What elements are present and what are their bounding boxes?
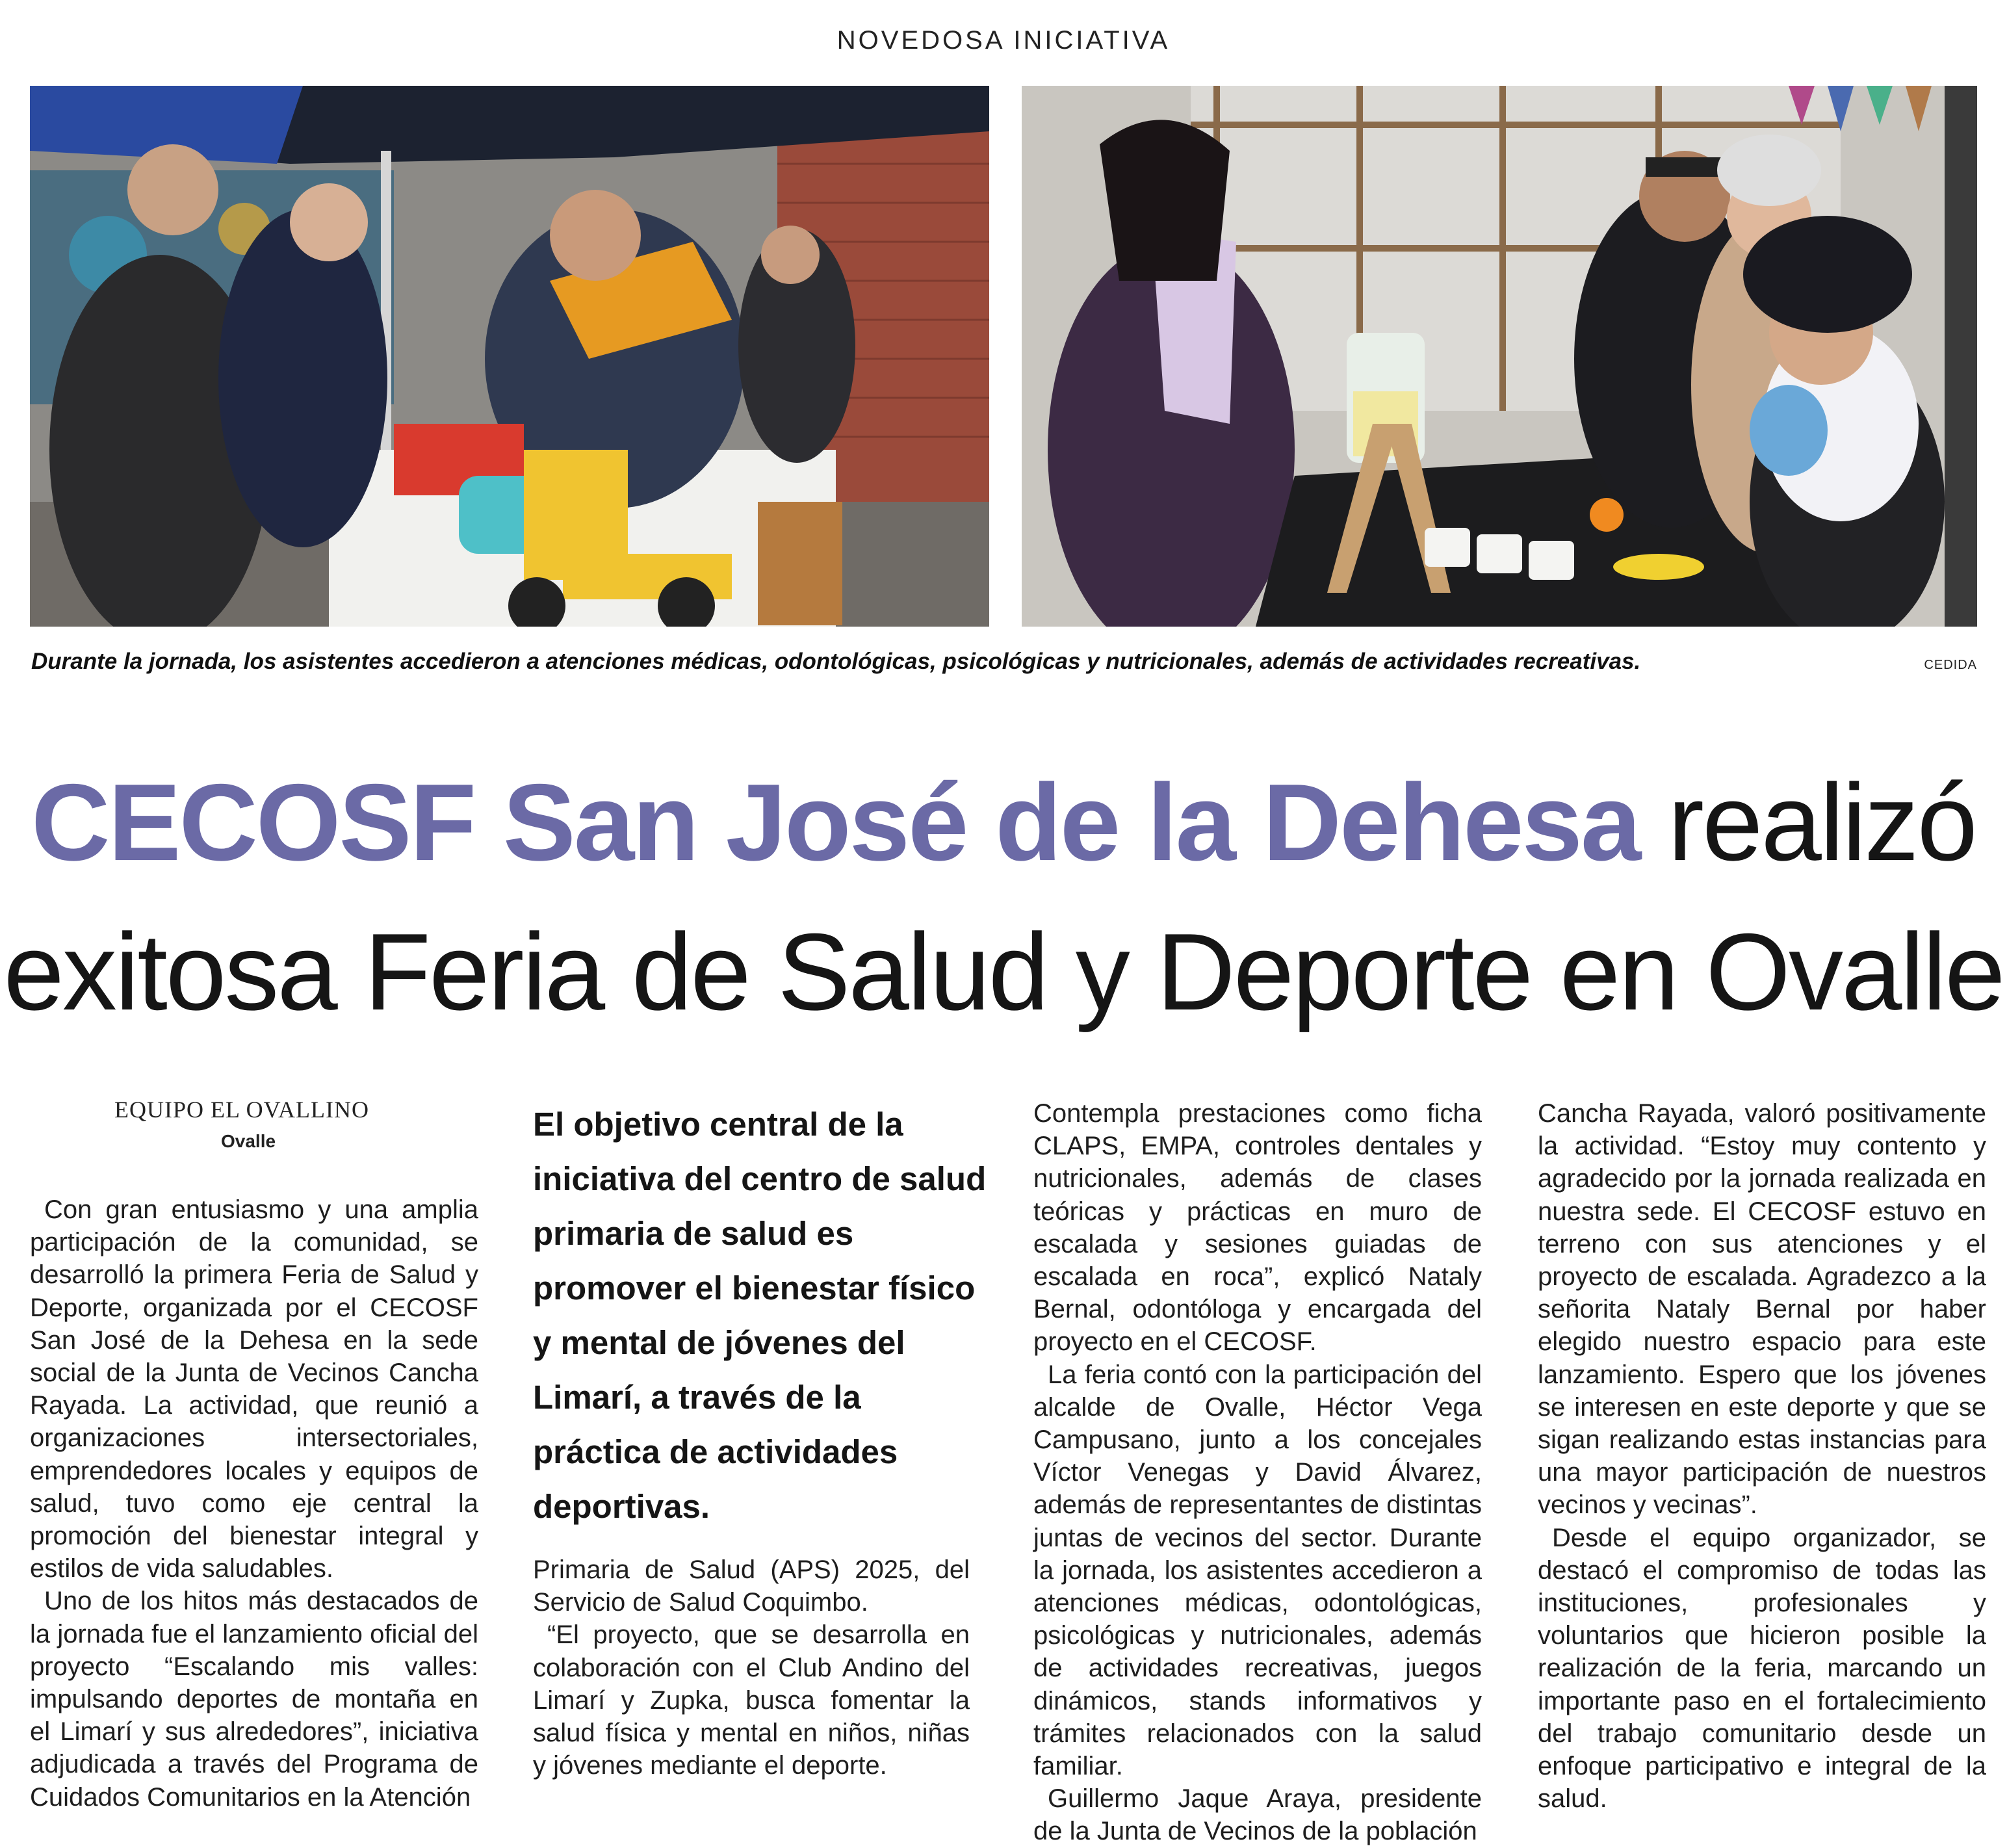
paragraph: La feria contó con la participación del alcalde de Ovalle, Héctor Vega Campusano, junto a los concejales Víctor Venegas y David Álvarez, además de representantes de distintas juntas de vecinos del sector. Durante la jornada, los asistentes accedieron a atenciones médicas, odontológicas, psicológicas y nutricionales, además de actividades recreativas, juegos dinámicos, stands informativos y trámites relacionados con la salud familiar.	[1033, 1360, 1482, 1781]
paragraph: Cancha Rayada, valoró positivamente la actividad. “Estoy muy contento y agradecido por la jornada realizada en nuestra sede. El CECOSF estuvo en terreno con sus atenciones y el proyecto de escalada. Agradezco a la señorita Nataly Bernal por haber elegido nuestro espacio para este lanzamiento. Espero que los jóvenes se interesen en este deporte y que se sigan realizando estas instancias para una mayor participación de nuestros vecinos y vecinas”.	[1538, 1099, 1986, 1520]
section-label: NOVEDOSA INICIATIVA	[836, 26, 1171, 55]
paragraph: “El proyecto, que se desarrolla en colaboración con el Club Andino del Limarí y Zupka, busca fomentar la salud física y mental en niños, niñas y jóvenes mediante el deporte.	[533, 1620, 970, 1780]
byline-city: Ovalle	[221, 1131, 276, 1151]
paragraph: Uno de los hitos más destacados de la jornada fue el lanzamiento oficial del proyecto “Escalando mis valles: impulsando deportes de montaña en el Limarí y sus alrededores”, iniciativa adjudicada a través del Programa de Cuidados Comunitarios en la Atención	[30, 1587, 478, 1812]
byline-author: EQUIPO EL OVALLINO	[114, 1097, 369, 1123]
body-column-2	[533, 1554, 970, 1782]
photo-credit: CEDIDA	[1924, 658, 1977, 672]
body-column-3	[1033, 1097, 1482, 1848]
paragraph: Primaria de Salud (APS) 2025, del Servicio de Salud Coquimbo.	[533, 1555, 970, 1617]
photo-caption: Durante la jornada, los asistentes accedieron a atenciones médicas, odontológicas, psicológicas y nutricionales, además de actividades recreativas.	[31, 649, 1641, 674]
body-column-1	[30, 1193, 478, 1814]
pull-quote: El objetivo central de la iniciativa del centro de salud primaria de salud es promover el bienestar físico y mental de jóvenes del Limarí, a través de la práctica de actividades deportivas.	[533, 1106, 987, 1525]
paragraph: Guillermo Jaque Araya, presidente de la Junta de Vecinos de la población	[1033, 1784, 1482, 1846]
paragraph: Con gran entusiasmo y una amplia participación de la comunidad, se desarrolló la primera Feria de Salud y Deporte, organizada por el CECOSF San José de la Dehesa en la sede social de la Junta de Vecinos Cancha Rayada. La actividad, que reunió a organizaciones intersectoriales, emprendedores locales y equipos de salud, tuvo como eje central la promoción del bienestar integral y estilos de vida saludables.	[30, 1195, 478, 1583]
paragraph: Contempla prestaciones como ficha CLAPS, EMPA, controles dentales y nutricionales, además de clases teóricas y prácticas en muro de escalada y sesiones guiadas de escalada en roca”, explicó Nataly Bernal, odontóloga y encargada del proyecto en el CECOSF.	[1033, 1099, 1482, 1357]
headline-accent: CECOSF San José de la Dehesa	[31, 761, 1640, 883]
body-column-4	[1538, 1097, 1986, 1815]
headline-line1-rest: realizó	[1639, 761, 1976, 883]
headline-line2: exitosa Feria de Salud y Deporte en Ovalle	[3, 911, 2004, 1033]
photo-nutrition-stand	[1022, 86, 1977, 627]
photo-fair-toys	[30, 86, 989, 627]
headline	[0, 748, 2007, 1047]
paragraph: Desde el equipo organizador, se destacó el compromiso de todas las instituciones, profesionales y voluntarios que hicieron posible la realización de la feria, marcando un importante paso en el fortalecimiento del trabajo comunitario desde un enfoque participativo e integral de la salud.	[1538, 1523, 1986, 1814]
